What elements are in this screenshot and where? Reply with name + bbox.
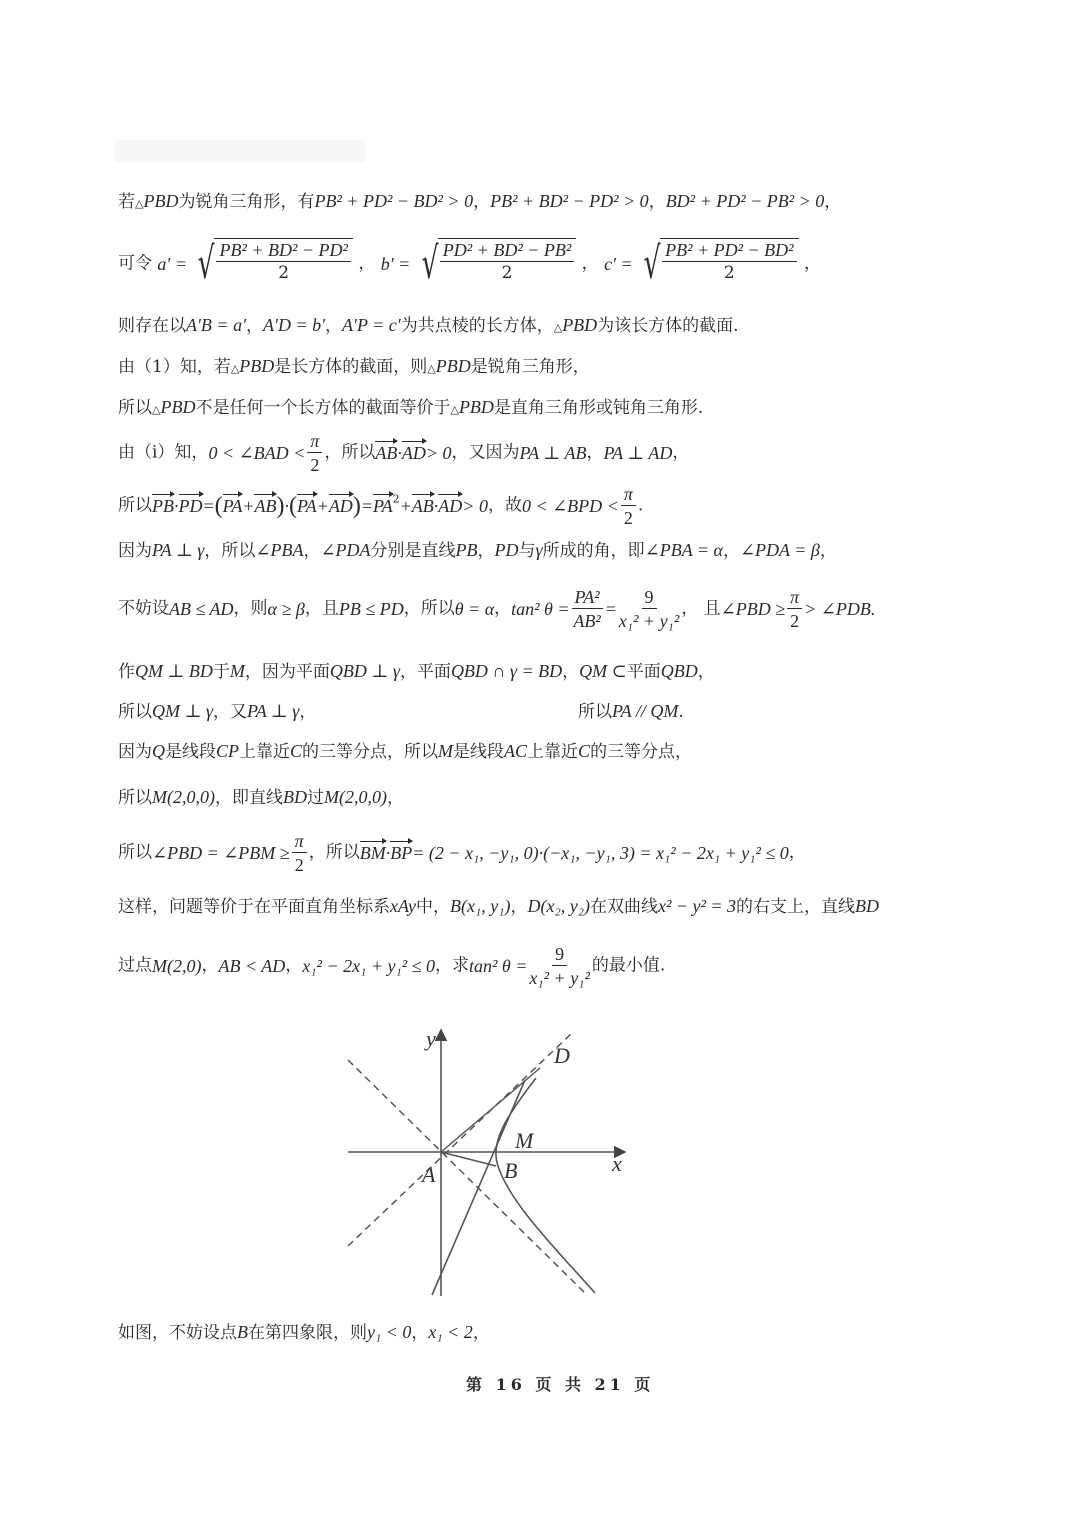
vector-ad: AD	[328, 496, 353, 516]
numerator: PB² + BD² − PD²	[216, 241, 350, 262]
math: x² − y² = 3	[657, 896, 737, 916]
line-bm-dot-bp	[118, 832, 806, 874]
math: > 0	[462, 496, 488, 516]
denominator: 2	[501, 263, 513, 283]
vector-ad: AD	[401, 443, 426, 463]
text: 是锐角三角形，	[470, 357, 590, 377]
fraction-9-over-sum	[529, 945, 589, 987]
text: ，	[285, 955, 303, 976]
vector-ab: AB	[375, 443, 398, 463]
math: tan² θ =	[511, 599, 570, 619]
math: ∠PBD ≥	[720, 599, 786, 619]
text: ，	[299, 702, 317, 722]
vector-ab: AB	[411, 496, 434, 516]
math: PD	[494, 540, 519, 560]
text: ，	[386, 788, 404, 808]
math: M	[229, 661, 245, 681]
math: C	[290, 741, 303, 761]
text: 分别是直线	[370, 541, 456, 561]
math: M(2,0,0)	[323, 787, 387, 807]
text: ，所以	[324, 442, 376, 463]
sqrt-b: √ $\frac{\text{PD² + BD² − PB²}}{2}$	[416, 238, 577, 290]
vector-pb: PB	[152, 496, 174, 516]
svg-text:D: D	[554, 1043, 570, 1068]
line-hyperbola-setup	[118, 897, 879, 916]
text: ，求	[435, 955, 470, 976]
math: CP	[216, 741, 240, 761]
text: 由（1）知，若	[118, 357, 231, 377]
paren: )	[352, 493, 361, 519]
math: PB² + BD² − PD² > 0	[490, 191, 649, 211]
text: 中，	[415, 897, 450, 917]
text: 为该长方体的截面.	[597, 316, 739, 336]
math: θ = α	[454, 599, 495, 619]
text: ，	[358, 253, 376, 274]
text: 因为	[118, 742, 152, 762]
text: 如图，不妨设点	[118, 1323, 237, 1343]
math: PBD	[458, 397, 494, 417]
text: ，	[562, 662, 580, 682]
text: 可令	[118, 253, 152, 274]
line-from-part-1	[118, 357, 590, 376]
math: x₁ < 2	[428, 1322, 473, 1342]
math: ·	[397, 443, 402, 463]
vector-ad: AD	[438, 496, 463, 516]
text: ，即直线	[214, 788, 283, 808]
text: 的最小值.	[591, 955, 666, 976]
denominator: x₁² + y₁²	[529, 968, 590, 988]
line-equivalence	[118, 398, 703, 417]
text: 是线段	[165, 742, 216, 762]
numerator: π	[307, 432, 322, 453]
denominator: AB²	[573, 611, 601, 631]
text: 为共点棱的长方体，	[400, 316, 554, 336]
math: +	[242, 496, 255, 516]
text: 所以	[578, 702, 612, 722]
line-pa-perp-gamma	[118, 541, 837, 560]
math: > 0	[425, 443, 452, 463]
text: 于	[212, 662, 230, 682]
triangle-symbol: △	[135, 197, 144, 210]
line-fourth-quadrant	[118, 1323, 490, 1342]
fraction-pi-over-2	[787, 588, 802, 630]
math: c′ =	[604, 254, 633, 274]
math: PBD	[239, 356, 275, 376]
text: 过	[306, 788, 324, 808]
triangle-symbol: △	[152, 403, 161, 416]
line-qm-perp-gamma	[118, 702, 316, 721]
text: ，	[510, 897, 528, 917]
math: ∠PDA = β	[739, 540, 820, 560]
text: 为锐角三角形，有	[178, 192, 315, 212]
text: ，	[648, 192, 666, 212]
vector-pa: PA	[296, 496, 317, 516]
text: ，	[325, 316, 343, 336]
text: 是长方体的截面，则	[274, 357, 428, 377]
fraction-pi-over-2	[621, 485, 636, 527]
text: 平面	[626, 662, 661, 682]
text: ，故	[487, 495, 522, 516]
fraction-pi-over-2	[307, 432, 322, 474]
svg-text:A: A	[422, 1162, 436, 1187]
paren: (	[288, 493, 297, 519]
fraction-9-over-sum	[619, 588, 679, 630]
text: 不是任何一个长方体的截面等价于	[195, 398, 451, 418]
denominator: 2	[294, 855, 304, 875]
denominator: 2	[310, 455, 320, 475]
text: 不妨设	[118, 598, 169, 619]
math: γ	[535, 540, 543, 560]
sqrt-c: √ $\frac{\text{PB² + PD² − BD²}}{2}$	[638, 238, 799, 290]
math: D(x₂, y₂)	[527, 896, 590, 916]
svg-text:y: y	[426, 1026, 436, 1051]
line-tan-theta	[118, 588, 875, 630]
triangle-symbol: △	[450, 403, 459, 416]
text: ，	[586, 442, 604, 463]
hyperbola-diagram	[340, 1018, 640, 1298]
line-trisection	[118, 742, 692, 761]
text: 与	[518, 541, 536, 561]
line-cuboid-exists	[118, 316, 739, 335]
text: 所以	[118, 842, 152, 863]
math: AB < AD	[218, 956, 286, 976]
text: ，	[477, 541, 495, 561]
math: b′ =	[380, 254, 411, 274]
vector-bp: BP	[390, 843, 413, 863]
line-acute-condition	[118, 192, 841, 211]
math: PBD	[562, 315, 598, 335]
vector-pd: PD	[178, 496, 203, 516]
fraction-pa2-over-ab2	[572, 588, 603, 630]
math: = (2 − x₁, −y₁, 0)·(−x₁, −y₁, 3) = x₁² − 2x₁ + y₁² ≤ 0	[412, 843, 789, 863]
vector-bm: BM	[359, 843, 386, 863]
text: ，且	[304, 598, 339, 619]
vector-pa: PA	[372, 496, 393, 516]
text: 在第四象限，则	[248, 1323, 367, 1343]
paren: (	[214, 493, 223, 519]
math: ∠PBA = α	[644, 540, 723, 560]
math: A′D = b′	[263, 315, 326, 335]
text: ，	[819, 541, 837, 561]
math: A′B = a′	[186, 315, 247, 335]
text: ， 且	[681, 598, 721, 619]
sqrt-a: √ $\frac{\text{PB² + BD² − PD²}}{2}$	[192, 238, 353, 290]
fraction-pi-over-2	[292, 832, 307, 874]
text: ，	[697, 662, 715, 682]
text: 若	[118, 192, 135, 212]
triangle-symbol: △	[230, 362, 240, 375]
math: ·	[385, 843, 391, 863]
text: ，	[824, 192, 842, 212]
numerator: 9	[552, 945, 567, 966]
text: ，	[246, 316, 264, 336]
text: .	[637, 495, 644, 516]
math: PA // QM	[612, 701, 679, 721]
math: PBD	[160, 397, 196, 417]
math: QBD	[660, 661, 698, 681]
math: ·	[174, 496, 179, 516]
triangle-symbol: △	[427, 362, 436, 375]
text: 上靠近	[239, 742, 291, 762]
text: ，	[672, 442, 690, 463]
text: ，又因为	[451, 442, 520, 463]
math: ·	[433, 496, 439, 516]
text: ，	[788, 842, 806, 863]
exponent: 2	[392, 492, 400, 506]
line-m-coordinates	[118, 788, 404, 807]
math: PA ⊥ AD	[603, 443, 673, 463]
denominator: 2	[623, 508, 633, 528]
text: 是直角三角形或钝角三角形.	[493, 398, 704, 418]
text: 则存在以	[118, 316, 186, 336]
math: M	[438, 741, 454, 761]
math: a′ =	[157, 254, 187, 274]
text: ，	[494, 598, 512, 619]
math: +	[316, 496, 329, 516]
text: ，	[473, 192, 491, 212]
math: B(x₁, y₁)	[449, 896, 511, 916]
text: 的三等分点，所以	[302, 742, 439, 762]
math: PBD	[435, 356, 471, 376]
numerator: 9	[642, 588, 657, 609]
text: ，	[803, 253, 821, 274]
denominator: 2	[278, 263, 290, 283]
math: QM ⊥ BD	[135, 661, 213, 681]
text: 因为	[118, 541, 152, 561]
math: PB ≤ PD	[338, 599, 404, 619]
text: 作	[118, 662, 135, 682]
vector-pa: PA	[222, 496, 243, 516]
math: ·	[284, 496, 289, 516]
math: 0 < ∠BPD <	[521, 496, 619, 516]
math: > ∠PDB.	[804, 599, 876, 619]
text: ，	[411, 1323, 429, 1343]
math: ∠PBA	[255, 540, 304, 560]
math: ∠PBD = ∠PBM ≥	[152, 843, 290, 863]
numerator: PA²	[572, 588, 603, 609]
text: ，	[201, 955, 219, 976]
text: 上靠近	[527, 742, 579, 762]
denominator: 2	[723, 263, 735, 283]
math: A′P = c′	[342, 315, 401, 335]
vector-ab: AB	[254, 496, 277, 516]
math: x₁² − 2x₁ + y₁² ≤ 0	[302, 956, 436, 976]
math: PBD	[143, 191, 179, 211]
text: ，所以	[204, 541, 256, 561]
math: BD	[282, 787, 307, 807]
math: AC	[504, 741, 528, 761]
line-pa-parallel-qm	[578, 702, 684, 721]
math: M(2,0,0)	[152, 787, 215, 807]
math: QM ⊂	[579, 661, 627, 681]
text: 过点	[118, 955, 152, 976]
svg-text:B: B	[504, 1158, 518, 1183]
math: PB² + PD² − BD² > 0	[314, 191, 474, 211]
text: ，	[303, 541, 321, 561]
text: 是线段	[453, 742, 505, 762]
text: 所以	[118, 495, 152, 516]
math: y₁ < 0	[367, 1322, 412, 1342]
math: =	[604, 599, 617, 619]
numerator: π	[621, 485, 636, 506]
math: +	[399, 496, 412, 516]
math: QBD ⊥ γ	[329, 661, 400, 681]
line-qm-perp-bd	[118, 662, 715, 681]
text: ，平面	[399, 662, 451, 682]
line-define-edges	[118, 238, 821, 290]
numerator: PB² + PD² − BD²	[662, 241, 796, 262]
svg-text:x: x	[612, 1151, 622, 1176]
text: 的右支上，直线	[736, 897, 856, 917]
denominator: 2	[790, 611, 800, 631]
paren: )	[276, 493, 285, 519]
text: ，	[472, 1323, 490, 1343]
math: QM ⊥ γ	[152, 701, 214, 721]
math: PB	[455, 540, 478, 560]
triangle-symbol: △	[553, 321, 563, 334]
text: 所以	[118, 788, 152, 808]
text: ，	[722, 541, 740, 561]
text: .	[678, 702, 684, 722]
text: ，又	[213, 702, 248, 722]
text: ，	[581, 253, 599, 274]
numerator: π	[292, 832, 307, 853]
text: ，则	[233, 598, 268, 619]
math: 0 < ∠BAD <	[208, 443, 306, 463]
text: ，所以	[403, 598, 455, 619]
text: 所以	[118, 702, 152, 722]
math: PA ⊥ γ	[152, 540, 205, 560]
text: 在双曲线	[589, 897, 658, 917]
denominator: x₁² + y₁²	[618, 611, 680, 631]
numerator: PD² + BD² − PB²	[440, 241, 574, 262]
line-pb-dot-pd	[118, 485, 643, 527]
text: 所以	[118, 398, 152, 418]
math: AB ≤ AD	[169, 599, 234, 619]
math: Q	[152, 741, 165, 761]
math: ∠PDA	[320, 540, 371, 560]
line-angle-bad	[118, 432, 689, 474]
math: PA ⊥ AB	[519, 443, 587, 463]
text: 的三等分点，	[590, 742, 693, 762]
scan-smudge	[115, 140, 365, 162]
text: ，所以	[308, 842, 360, 863]
math: α ≥ β	[267, 599, 305, 619]
math: xAy	[390, 896, 416, 916]
math: BD	[855, 896, 880, 916]
page-footer: 第 16 页 共 21 页	[466, 1375, 655, 1394]
math: BD² + PD² − PB² > 0	[665, 191, 825, 211]
math: B	[237, 1322, 248, 1342]
math: =	[202, 496, 215, 516]
math: tan² θ =	[469, 956, 528, 976]
svg-text:M: M	[515, 1128, 534, 1153]
math: PA ⊥ γ	[247, 701, 300, 721]
text: ，因为平面	[244, 662, 330, 682]
math: C	[578, 741, 591, 761]
line-find-minimum	[118, 945, 665, 987]
numerator: π	[787, 588, 802, 609]
math: M(2,0)	[152, 956, 202, 976]
math: QBD ∩ γ = BD	[450, 661, 563, 681]
text: 这样，问题等价于在平面直角坐标系	[118, 897, 390, 917]
hyperbola-figure	[340, 1018, 640, 1298]
math: =	[360, 496, 373, 516]
text: 所成的角，即	[542, 541, 645, 561]
text: 由（i）知，	[118, 442, 209, 463]
